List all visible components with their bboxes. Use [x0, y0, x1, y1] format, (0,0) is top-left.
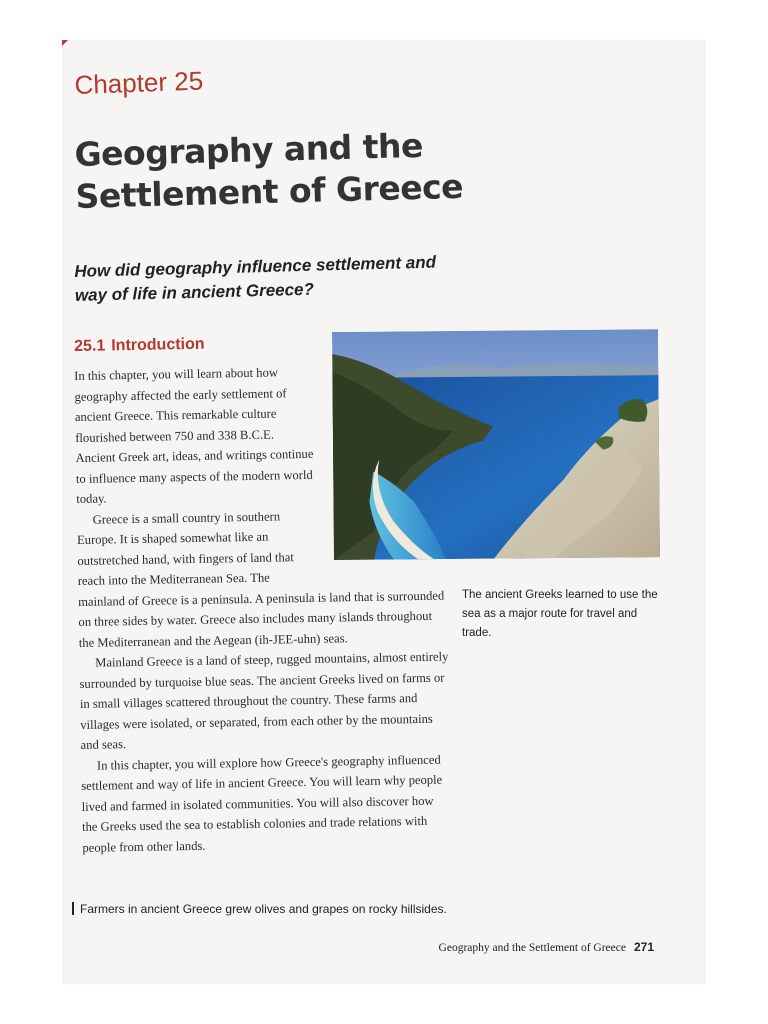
section-number: 25.1: [74, 337, 106, 355]
corner-mark: [62, 40, 68, 46]
chapter-label: Chapter 25: [74, 65, 204, 100]
section-title: Introduction: [111, 335, 205, 355]
section-heading: [74, 336, 205, 356]
paragraph-2: Greece is a small country in southern Europe. It is shaped somewhat like an outstretched hand, with fingers of land that reach into the Mediterranean Sea. The mainland of Greece is a peninsula. A peninsula is land that is surrounded on three sides by water. Greece also includes many islands throughout the Mediterranean and the Aegean (ih-JEE-uhn) seas.: [76, 508, 445, 650]
textbook-page: [62, 40, 706, 984]
coastline-photo: [332, 329, 660, 560]
running-title: Geography and the Settlement of Greece: [438, 942, 626, 954]
chapter-title-line-2: Settlement of Greece: [75, 166, 464, 216]
paragraph-1: In this chapter, you will learn about how geography affected the early settlement of ancient Greece. This remarkable culture flourished between 750 and 338 B.C.E. Ancient Greek art, ideas, and writings continue to influence many aspects of the modern world today.: [74, 365, 314, 506]
bottom-caption-text: Farmers in ancient Greece grew olives and grapes on rocky hillsides.: [80, 902, 447, 916]
paragraph-3: Mainland Greece is a land of steep, rugged mountains, almost entirely surrounded by turquoise blue seas. The ancient Greeks lived on farms or in small villages scattered throughout the country. These farms and villages were isolated, or separated, from each other by the mountains and seas.: [79, 649, 449, 752]
page-number: 271: [633, 940, 654, 954]
page-footer: [439, 940, 654, 954]
bottom-caption: [72, 902, 447, 916]
caption-marker: [72, 902, 74, 915]
chapter-title: [74, 124, 464, 218]
paragraph-4: In this chapter, you will explore how Greece's geography influenced settlement and way of life in ancient Greece. You will learn why people lived and farmed in isolated communities. You will also discover how the Greeks used the sea to establish colonies and trade relations with people from other lands.: [81, 752, 443, 855]
photo-caption: The ancient Greeks learned to use the sea as a major route for travel and trade.: [462, 589, 658, 639]
chapter-title-line-1: Geography and the: [74, 125, 424, 174]
essential-question: How did geography influence settlement and way of life in ancient Greece?: [74, 252, 437, 305]
